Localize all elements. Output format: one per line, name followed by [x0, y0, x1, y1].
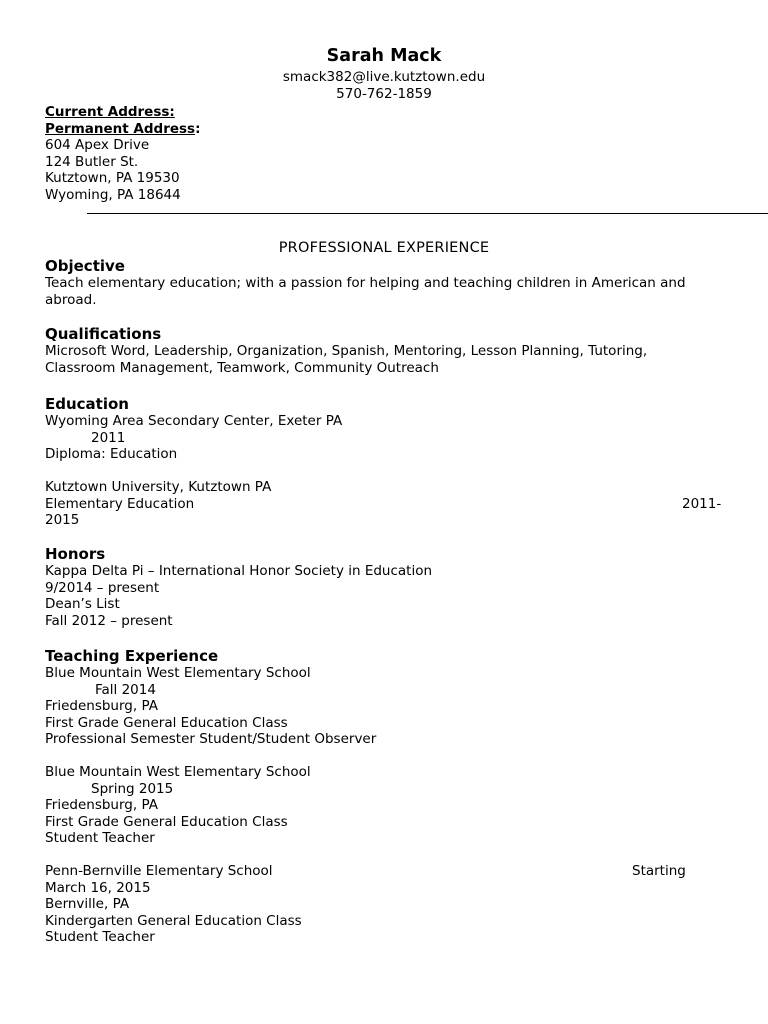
honor-item: Kappa Delta Pi – International Honor Society in Education: [45, 563, 433, 579]
job-location: Friedensburg, PA: [45, 797, 158, 813]
applicant-name: Sarah Mack: [326, 46, 442, 66]
qualifications-heading: Qualifications: [45, 325, 162, 343]
professional-experience-heading: PROFESSIONAL EXPERIENCE: [278, 240, 490, 256]
job-start-date: March 16, 2015: [45, 879, 151, 896]
job-location: Friedensburg, PA: [45, 698, 158, 714]
education-section: [45, 395, 735, 529]
job-start-label: Starting: [632, 863, 686, 879]
job-role: Professional Semester Student/Student Observer: [45, 731, 377, 747]
honor-item: Dean’s List: [45, 596, 120, 612]
job-class: First Grade General Education Class: [45, 813, 288, 830]
major: Elementary Education: [45, 495, 195, 512]
diploma: Diploma: Education: [45, 446, 178, 462]
job-school: Penn-Bernville Elementary School: [45, 863, 273, 879]
years-attended-start: 2011-: [682, 495, 722, 512]
job-term: Fall 2014: [95, 681, 156, 698]
horizontal-divider: [87, 213, 768, 214]
permanent-address-colon: :: [195, 120, 201, 137]
permanent-address-label: Permanent Address: [45, 120, 196, 137]
address-block: [45, 104, 200, 203]
graduation-year: 2011: [91, 429, 126, 446]
objective-text: Teach elementary education; with a passion for helping and teaching children in American and abroad.: [45, 275, 686, 308]
years-attended-end: 2015: [45, 512, 80, 528]
current-address-label: Current Address:: [45, 104, 175, 120]
job-role: Student Teacher: [45, 929, 155, 945]
school-name: Wyoming Area Secondary Center, Exeter PA: [45, 413, 343, 429]
honor-date: 9/2014 – present: [45, 579, 160, 596]
honor-date: Fall 2012 – present: [45, 612, 173, 629]
job-class: First Grade General Education Class: [45, 714, 288, 731]
teaching-experience-heading: Teaching Experience: [45, 647, 219, 665]
objective-section: [45, 257, 735, 308]
teaching-experience-section: [45, 647, 735, 946]
job-school: Blue Mountain West Elementary School: [45, 764, 311, 780]
address-line: Kutztown, PA 19530: [45, 170, 180, 186]
address-line: Wyoming, PA 18644: [45, 186, 181, 203]
job-term: Spring 2015: [91, 780, 174, 797]
qualifications-text: Microsoft Word, Leadership, Organization, Spanish, Mentoring, Lesson Planning, Tutoring, Classroom Management, Teamwork, Community Outreach: [45, 343, 648, 376]
job-school: Blue Mountain West Elementary School: [45, 665, 311, 681]
job-role: Student Teacher: [45, 830, 155, 846]
objective-heading: Objective: [45, 257, 125, 275]
school-name: Kutztown University, Kutztown PA: [45, 479, 272, 495]
address-line: 124 Butler St.: [45, 153, 139, 170]
job-class: Kindergarten General Education Class: [45, 912, 302, 929]
education-heading: Education: [45, 395, 129, 413]
qualifications-section: [45, 325, 685, 376]
address-line: 604 Apex Drive: [45, 137, 150, 153]
email-address: smack382@live.kutztown.edu: [282, 69, 486, 85]
honors-heading: Honors: [45, 545, 106, 563]
phone-number: 570-762-1859: [336, 86, 432, 102]
job-location: Bernville, PA: [45, 896, 130, 912]
honors-section: [45, 545, 735, 629]
